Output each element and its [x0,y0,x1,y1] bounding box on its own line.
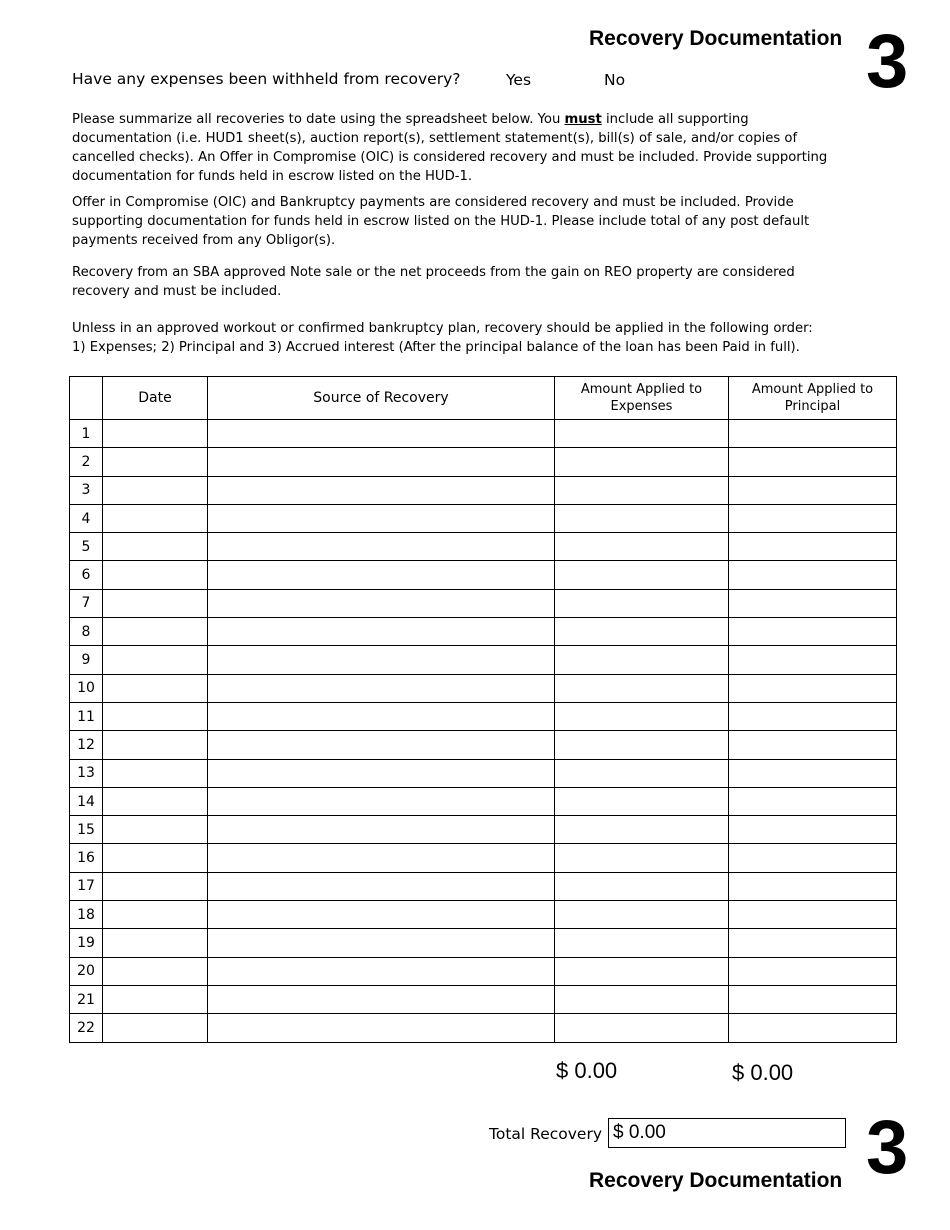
row-number: 7 [70,589,103,617]
total-recovery-field[interactable]: $ 0.00 [608,1118,846,1148]
date-cell[interactable] [103,957,208,985]
row-number: 1 [70,420,103,448]
section-number: 3 [866,19,909,104]
principal-cell[interactable] [729,787,897,815]
row-number: 22 [70,1014,103,1042]
source-cell[interactable] [208,674,555,702]
source-cell[interactable] [208,646,555,674]
expenses-cell[interactable] [555,787,729,815]
date-cell[interactable] [103,674,208,702]
header-principal: Amount Applied to Principal [729,377,897,420]
row-number: 5 [70,533,103,561]
principal-cell[interactable] [729,646,897,674]
yes-option[interactable]: Yes [506,71,532,89]
principal-cell[interactable] [729,985,897,1013]
principal-cell[interactable] [729,759,897,787]
row-number: 19 [70,929,103,957]
date-cell[interactable] [103,787,208,815]
source-cell[interactable] [208,448,555,476]
table-row [70,872,897,900]
p1-text-before: Please summarize all recoveries to date using the spreadsheet below. You [72,112,565,127]
header-date: Date [103,377,208,420]
row-number: 20 [70,957,103,985]
date-cell[interactable] [103,702,208,730]
source-cell[interactable] [208,816,555,844]
instructions-paragraph-2 [72,193,842,250]
principal-cell[interactable] [729,589,897,617]
row-number: 13 [70,759,103,787]
expenses-cell[interactable] [555,646,729,674]
table-row [70,929,897,957]
source-cell[interactable] [208,589,555,617]
table-row [70,674,897,702]
header-expenses: Amount Applied to Expenses [555,377,729,420]
date-cell[interactable] [103,533,208,561]
table-row [70,901,897,929]
principal-cell[interactable] [729,1014,897,1042]
row-number: 17 [70,872,103,900]
row-number: 15 [70,816,103,844]
p4-line2: 1) Expenses; 2) Principal and 3) Accrued interest (After the principal balance of the loan has been Paid in full). [72,340,800,355]
date-cell[interactable] [103,448,208,476]
expenses-cell[interactable] [555,504,729,532]
source-cell[interactable] [208,533,555,561]
instructions-paragraph-4 [72,319,872,357]
expenses-cell[interactable] [555,901,729,929]
table-row [70,787,897,815]
table-row [70,561,897,589]
row-number: 6 [70,561,103,589]
table-row [70,985,897,1013]
principal-cell[interactable] [729,533,897,561]
principal-cell[interactable] [729,872,897,900]
date-cell[interactable] [103,476,208,504]
row-number: 3 [70,476,103,504]
date-cell[interactable] [103,1014,208,1042]
p2-text: Offer in Compromise (OIC) and Bankruptcy payments are considered recovery and must be included. Provide supporting documentation for funds held in escrow listed on the HUD-1. Please include total of any post default payments received from any Obligor(s). [72,195,810,248]
no-option[interactable]: No [604,71,626,89]
table-row [70,844,897,872]
principal-cell[interactable] [729,901,897,929]
date-cell[interactable] [103,816,208,844]
source-cell[interactable] [208,957,555,985]
source-cell[interactable] [208,872,555,900]
source-cell[interactable] [208,901,555,929]
expenses-cell[interactable] [555,985,729,1013]
expenses-cell[interactable] [555,759,729,787]
date-cell[interactable] [103,589,208,617]
row-number: 14 [70,787,103,815]
expenses-cell[interactable] [555,618,729,646]
header-source: Source of Recovery [208,377,555,420]
expenses-cell[interactable] [555,448,729,476]
date-cell[interactable] [103,985,208,1013]
row-number: 18 [70,901,103,929]
table-row [70,533,897,561]
table-row [70,759,897,787]
source-cell[interactable] [208,985,555,1013]
expenses-cell[interactable] [555,589,729,617]
table-row [70,504,897,532]
source-cell[interactable] [208,787,555,815]
date-cell[interactable] [103,929,208,957]
date-cell[interactable] [103,759,208,787]
row-number: 11 [70,702,103,730]
expenses-cell[interactable] [555,1014,729,1042]
principal-cell[interactable] [729,504,897,532]
p3-text: Recovery from an SBA approved Note sale or the net proceeds from the gain on REO property are considered recovery and must be included. [72,265,795,299]
table-row [70,589,897,617]
date-cell[interactable] [103,504,208,532]
table-row [70,476,897,504]
expenses-cell[interactable] [555,476,729,504]
principal-cell[interactable] [729,702,897,730]
row-number: 9 [70,646,103,674]
row-number: 8 [70,618,103,646]
principal-cell[interactable] [729,816,897,844]
date-cell[interactable] [103,618,208,646]
source-cell[interactable] [208,702,555,730]
total-recovery-label: Total Recovery [489,1125,602,1143]
footer-title: Recovery Documentation [589,1169,843,1192]
source-cell[interactable] [208,929,555,957]
expenses-cell[interactable] [555,561,729,589]
expenses-cell[interactable] [555,674,729,702]
expenses-cell[interactable] [555,816,729,844]
principal-cell[interactable] [729,844,897,872]
principal-cell[interactable] [729,674,897,702]
table-row [70,448,897,476]
principal-cell[interactable] [729,618,897,646]
table-row [70,646,897,674]
source-cell[interactable] [208,618,555,646]
page-title: Recovery Documentation [589,27,843,50]
source-cell[interactable] [208,561,555,589]
date-cell[interactable] [103,872,208,900]
date-cell[interactable] [103,561,208,589]
expenses-cell[interactable] [555,872,729,900]
row-number: 16 [70,844,103,872]
source-cell[interactable] [208,504,555,532]
instructions-paragraph-1 [72,110,842,186]
recovery-table [69,376,897,1043]
date-cell[interactable] [103,731,208,759]
date-cell[interactable] [103,646,208,674]
expenses-sum: $ 0.00 [556,1058,618,1083]
date-cell[interactable] [103,901,208,929]
row-number: 21 [70,985,103,1013]
expenses-cell[interactable] [555,533,729,561]
expenses-cell[interactable] [555,844,729,872]
source-cell[interactable] [208,420,555,448]
principal-cell[interactable] [729,448,897,476]
principal-cell[interactable] [729,731,897,759]
principal-sum: $ 0.00 [732,1060,794,1085]
row-number: 4 [70,504,103,532]
principal-cell[interactable] [729,476,897,504]
row-number: 2 [70,448,103,476]
principal-cell[interactable] [729,957,897,985]
instructions-paragraph-3 [72,263,852,301]
row-number: 12 [70,731,103,759]
table-row [70,731,897,759]
p4-line1: Unless in an approved workout or confirmed bankruptcy plan, recovery should be applied in the following order: [72,321,813,336]
footer-section-number: 3 [866,1105,909,1190]
table-row [70,702,897,730]
principal-cell[interactable] [729,420,897,448]
expenses-cell[interactable] [555,929,729,957]
source-cell[interactable] [208,1014,555,1042]
date-cell[interactable] [103,844,208,872]
date-cell[interactable] [103,420,208,448]
expenses-cell[interactable] [555,957,729,985]
principal-cell[interactable] [729,929,897,957]
p1-emphasis: must [564,112,602,127]
expenses-cell[interactable] [555,420,729,448]
p1-text-after: include all supporting documentation (i.e. HUD1 sheet(s), auction report(s), settlement statement(s), bill(s) of sale, and/or copies of cancelled checks). An Offer in Compromise (OIC) is considered recovery and must be included. Provide supporting documentation for funds held in escrow listed on the HUD-1. [72,112,828,184]
source-cell[interactable] [208,731,555,759]
row-number: 10 [70,674,103,702]
withheld-question: Have any expenses been withheld from recovery? [72,70,461,88]
table-row [70,420,897,448]
table-row [70,957,897,985]
table-header-row [70,377,897,420]
expenses-cell[interactable] [555,702,729,730]
table-row [70,618,897,646]
table-row [70,1014,897,1042]
source-cell[interactable] [208,476,555,504]
source-cell[interactable] [208,844,555,872]
header-number [70,377,103,420]
principal-cell[interactable] [729,561,897,589]
table-row [70,816,897,844]
expenses-cell[interactable] [555,731,729,759]
source-cell[interactable] [208,759,555,787]
